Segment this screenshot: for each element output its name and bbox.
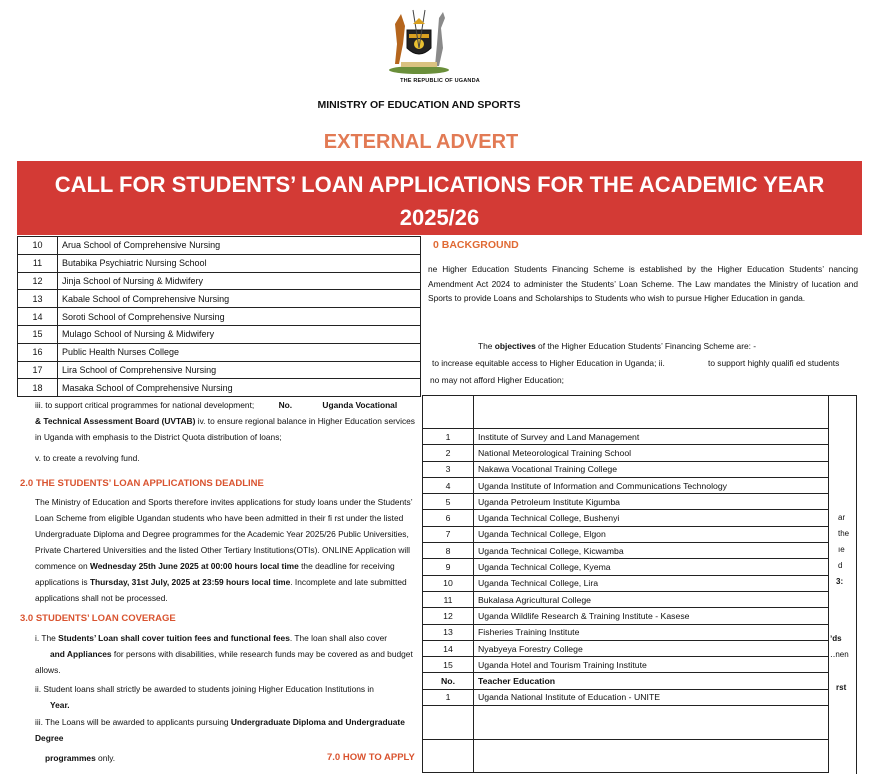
school-name: Lira School of Comprehensive Nursing: [58, 361, 421, 379]
table-row: [423, 608, 829, 624]
institute-name: Uganda Technical College, Elgon: [474, 526, 829, 542]
objective-5: v. to create a revolving fund.: [35, 453, 140, 463]
uvtab-label-continued: & Technical Assessment Board (UVTAB): [35, 416, 196, 426]
objectives-word: objectives: [494, 341, 536, 351]
table-row: [423, 689, 829, 705]
table-row: [423, 559, 829, 575]
deadline-text-end: . Incomplete and late submitted applications shall not be processed.: [35, 577, 407, 603]
row-number: 4: [423, 477, 474, 493]
table-row: [423, 477, 829, 493]
table-row: [18, 325, 421, 343]
row-number: [423, 396, 474, 429]
table-row: [18, 361, 421, 379]
deadline-text: The Ministry of Education and Sports therefore invites applications for study loans under the Students’ Loan Scheme from eligible Ugandan students who have been admitted in their fi rst under the listed Undergraduate Diploma and Degree programmes for the Academic Year 2025/26 Public Universities, Private Chartered Universities and the listed Other Tertiary Institutions(OTIs). ONLINE Application will commence on: [35, 497, 413, 571]
table-row: [423, 543, 829, 559]
deadline-text-mid: the deadline for receiving applications is: [35, 561, 395, 587]
institute-name: National Meteorological Training School: [474, 445, 829, 461]
deadline-end: Thursday, 31st July, 2025 at 23:59 hours local time: [89, 577, 291, 587]
objective-2-continued: no may not afford Higher Education;: [430, 375, 564, 385]
table-row: [423, 510, 829, 526]
institute-name: Uganda National Institute of Education - UNITE: [474, 689, 829, 705]
institute-name: Uganda Technical College, Lira: [474, 575, 829, 591]
institute-name: Uganda Technical College, Bushenyi: [474, 510, 829, 526]
institute-name: Teacher Education: [474, 673, 829, 689]
school-name: Mulago School of Nursing & Midwifery: [58, 325, 421, 343]
row-number: 15: [18, 325, 58, 343]
institute-name: Fisheries Training Institute: [474, 624, 829, 640]
row-number: 5: [423, 494, 474, 510]
row-number: 6: [423, 510, 474, 526]
banner-line-1: CALL FOR STUDENTS’ LOAN APPLICATIONS FOR THE ACADEMIC YEAR: [54, 172, 825, 197]
row-number: 1: [423, 429, 474, 445]
row-number: 12: [423, 608, 474, 624]
table-row: [423, 640, 829, 656]
school-name: Public Health Nurses College: [58, 343, 421, 361]
edge-fragment: the: [838, 529, 850, 538]
edge-fragment: rst: [836, 683, 847, 692]
objective-2: to support highly qualifi ed students: [708, 358, 840, 368]
coverage-iii-pre: iii. The Loans will be awarded to applicants pursuing: [35, 717, 231, 727]
table-row: [423, 494, 829, 510]
edge-fragment: d: [838, 561, 843, 570]
edge-fragment: ar: [838, 513, 846, 522]
row-number: 18: [18, 379, 58, 397]
school-name: Arua School of Comprehensive Nursing: [58, 237, 421, 255]
coverage-ii-bold: Year.: [50, 700, 70, 710]
table-row: [18, 343, 421, 361]
institute-name: Uganda Technical College, Kicwamba: [474, 543, 829, 559]
table-row: [423, 657, 829, 673]
coverage-ii-text: ii. Student loans shall strictly be awarded to students joining Higher Education Institutions in: [35, 684, 374, 694]
coverage-item-1: [35, 630, 421, 678]
table-row: [423, 396, 829, 429]
table-row: [18, 254, 421, 272]
coverage-item-3: [35, 714, 421, 746]
background-paragraph: ne Higher Education Students Financing Scheme is established by the Higher Education Students’ nancing Amendment Act 2024 to administer the Students’ Loan Scheme. The Law mandates the Ministry of lucation and Sports to provide Loans and Scholarships to Students who wish to pursue Higher Education in ganda.: [428, 264, 858, 304]
uvtab-label: Uganda Vocational: [322, 400, 398, 410]
row-number: 16: [18, 343, 58, 361]
institute-name: Uganda Hotel and Tourism Training Institute: [474, 657, 829, 673]
row-number: 1: [423, 689, 474, 705]
coverage-i-bold2: and Appliances: [50, 649, 112, 659]
edge-fragment: ‥nen: [830, 650, 849, 659]
coverage-i-end: for persons with disabilities, while research funds may be covered as and budget allows.: [35, 649, 413, 675]
row-number: 11: [18, 254, 58, 272]
table-row: [18, 272, 421, 290]
edge-fragment: 3:: [836, 577, 844, 586]
programmes-word: programmes: [45, 753, 96, 763]
institute-name: Nyabyeya Forestry College: [474, 640, 829, 656]
deadline-paragraph: [35, 494, 423, 606]
coverage-item-2: [35, 681, 421, 713]
ministry-title: MINISTRY OF EDUCATION AND SPORTS: [317, 99, 521, 111]
institutes-table: [422, 395, 829, 773]
institute-name: [474, 396, 829, 429]
row-number: [423, 740, 474, 773]
how-to-apply-heading: 7.0 HOW TO APPLY: [327, 752, 415, 763]
row-number: 10: [423, 575, 474, 591]
row-number: 3: [423, 461, 474, 477]
coverage-i-mid: . The loan shall also cover: [289, 633, 388, 643]
institute-name: Nakawa Vocational Training College: [474, 461, 829, 477]
table-row: [423, 706, 829, 740]
objectives-pre: The: [478, 341, 495, 351]
advert-title: EXTERNAL ADVERT: [323, 131, 519, 153]
institute-name: [474, 706, 829, 740]
school-name: Butabika Psychiatric Nursing School: [58, 254, 421, 272]
row-number: 8: [423, 543, 474, 559]
edge-fragment: ıe: [838, 545, 845, 554]
row-number: 14: [423, 640, 474, 656]
school-name: Masaka School of Comprehensive Nursing: [58, 379, 421, 397]
table-row: [423, 575, 829, 591]
objectives-continued: [35, 397, 420, 445]
row-number: [423, 706, 474, 740]
objectives-post: of the Higher Education Students’ Financing Scheme are: -: [535, 341, 757, 351]
table-row: [423, 526, 829, 542]
objective-4: iv. to ensure regional balance in Higher Education services in Uganda with emphasis to the District Quota distribution of loans;: [35, 416, 415, 442]
institute-name: Bukalasa Agricultural College: [474, 591, 829, 607]
coverage-i-pre: i. The: [35, 633, 59, 643]
row-number: 11: [423, 591, 474, 607]
institute-name: Uganda Institute of Information and Communications Technology: [474, 477, 829, 493]
institute-name: Uganda Wildlife Research & Training Institute - Kasese: [474, 608, 829, 624]
background-heading: 0 BACKGROUND: [433, 239, 519, 251]
coverage-programmes: [45, 750, 115, 766]
table-row: [423, 429, 829, 445]
title-banner: [17, 161, 862, 235]
institute-name: [474, 740, 829, 773]
table-row: [423, 740, 829, 773]
republic-label: THE REPUBLIC OF UGANDA: [400, 78, 480, 84]
banner-line-2: 2025/26: [399, 205, 480, 230]
table-row: [18, 290, 421, 308]
row-number: 17: [18, 361, 58, 379]
row-number: 7: [423, 526, 474, 542]
deadline-start: Wednesday 25th June 2025 at 00:00 hours local time: [89, 561, 299, 571]
row-number: 2: [423, 445, 474, 461]
coat-of-arms-emblem: [383, 4, 455, 76]
table-row: [423, 591, 829, 607]
edge-fragment: ʼds: [830, 634, 842, 643]
school-name: Jinja School of Nursing & Midwifery: [58, 272, 421, 290]
table-row: [423, 461, 829, 477]
table-row: [423, 445, 829, 461]
objective-3: iii. to support critical programmes for national development;: [35, 400, 255, 410]
institute-name: Institute of Survey and Land Management: [474, 429, 829, 445]
institute-name: Uganda Petroleum Institute Kigumba: [474, 494, 829, 510]
coverage-iii-bold: Undergraduate Diploma and Undergraduate Degree: [35, 717, 405, 743]
row-number: 14: [18, 308, 58, 326]
school-name: Kabale School of Comprehensive Nursing: [58, 290, 421, 308]
coverage-i-bold: Students’ Loan shall cover tuition fees and functional fees: [58, 633, 290, 643]
row-number: 12: [18, 272, 58, 290]
objective-1: to increase equitable access to Higher Education in Uganda; ii.: [432, 358, 665, 368]
programmes-end: only.: [95, 753, 116, 763]
row-number: 9: [423, 559, 474, 575]
school-name: Soroti School of Comprehensive Nursing: [58, 308, 421, 326]
table-row: [18, 237, 421, 255]
row-number: No.: [423, 673, 474, 689]
table-row: [18, 308, 421, 326]
table-row: [18, 379, 421, 397]
row-number: 13: [18, 290, 58, 308]
deadline-heading: 2.0 THE STUDENTS’ LOAN APPLICATIONS DEADLINE: [20, 478, 264, 489]
institute-name: Uganda Technical College, Kyema: [474, 559, 829, 575]
table-no-label: No.: [278, 400, 293, 410]
row-number: 10: [18, 237, 58, 255]
coverage-heading: 3.0 STUDENTS’ LOAN COVERAGE: [20, 613, 176, 624]
objectives-intro: [478, 339, 756, 354]
row-number: 13: [423, 624, 474, 640]
table-row: [423, 673, 829, 689]
table-row: [423, 624, 829, 640]
row-number: 15: [423, 657, 474, 673]
nursing-schools-table: [17, 236, 421, 397]
